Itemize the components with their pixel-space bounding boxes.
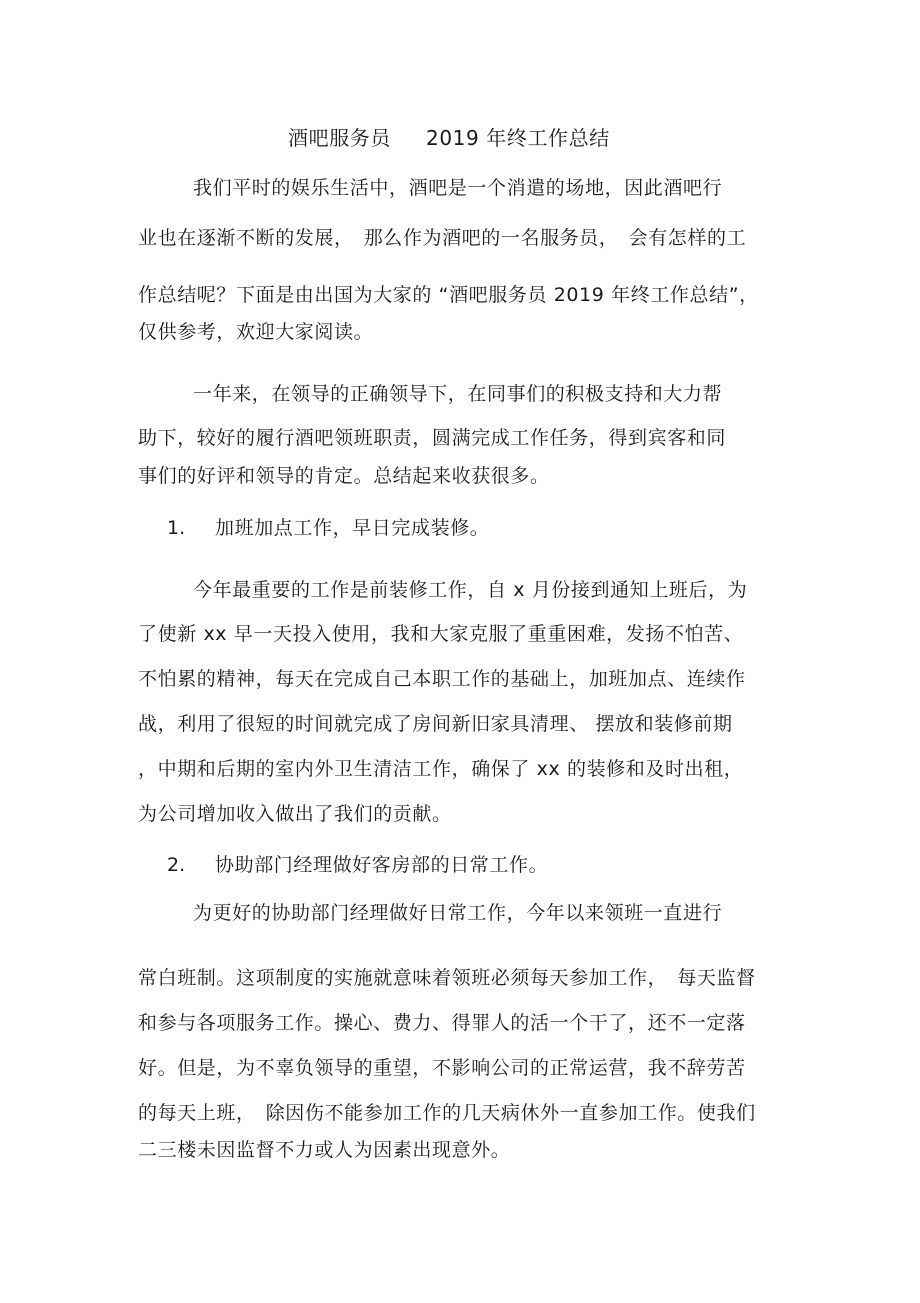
intro-line: 仅供参考，欢迎大家阅读。 <box>138 321 374 343</box>
paragraph-3-line: 和参与各项服务工作。操心、费力、得罪人的活一个干了，还不一定落 <box>138 1012 746 1034</box>
paragraph-3-line: 好。但是，为不辜负领导的重望，不影响公司的正常运营，我不辞劳苦 <box>138 1057 746 1079</box>
document-title-left: 酒吧服务员 <box>288 126 391 150</box>
list-item-1-number: 1. <box>167 517 186 539</box>
intro-line: 业也在逐渐不断的发展， 那么作为酒吧的一名服务员， 会有怎样的工 <box>138 227 747 249</box>
paragraph-3-line: 的每天上班， 除因伤不能参加工作的几天病休外一直参加工作。使我们 <box>138 1102 756 1124</box>
paragraph-2-line: 为公司增加收入做出了我们的贡献。 <box>138 803 452 825</box>
list-item-2-text: 协助部门经理做好客房部的日常工作。 <box>215 854 549 876</box>
paragraph-2-line: ，中期和后期的室内外卫生清洁工作，确保了 xx 的装修和及时出租， <box>138 758 744 780</box>
paragraph-3-line: 二三楼未因监督不力或人为因素出现意外。 <box>138 1139 511 1161</box>
list-item-1-text: 加班加点工作，早日完成装修。 <box>215 517 490 539</box>
paragraph-3-line: 为更好的协助部门经理做好日常工作，今年以来领班一直进行 <box>193 902 723 924</box>
intro-line: 作总结呢？下面是由出国为大家的 “酒吧服务员 2019 年终工作总结”， <box>138 284 759 306</box>
paragraph-2-line: 了使新 xx 早一天投入使用，我和大家克服了重重困难，发扬不怕苦、 <box>138 623 744 645</box>
paragraph-2-line: 不怕累的精神，每天在完成自己本职工作的基础上，加班加点、连续作 <box>138 668 746 690</box>
list-item-2-number: 2. <box>167 854 186 876</box>
intro-line: 我们平时的娱乐生活中，酒吧是一个消遣的场地，因此酒吧行 <box>193 177 723 199</box>
paragraph-1-line: 助下，较好的履行酒吧领班职责，圆满完成工作任务，得到宾客和同 <box>138 427 727 449</box>
paragraph-1-line: 事们的好评和领导的肯定。总结起来收获很多。 <box>138 465 550 487</box>
document-title-right: 2019 年终工作总结 <box>426 126 610 150</box>
paragraph-1-line: 一年来，在领导的正确领导下，在同事们的积极支持和大力帮 <box>193 383 723 405</box>
paragraph-2-line: 今年最重要的工作是前装修工作，自 x 月份接到通知上班后，为 <box>193 579 748 601</box>
paragraph-3-line: 常白班制。这项制度的实施就意味着领班必须每天参加工作， 每天监督 <box>138 967 756 989</box>
paragraph-2-line: 战，利用了很短的时间就完成了房间新旧家具清理、 摆放和装修前期 <box>138 713 733 735</box>
